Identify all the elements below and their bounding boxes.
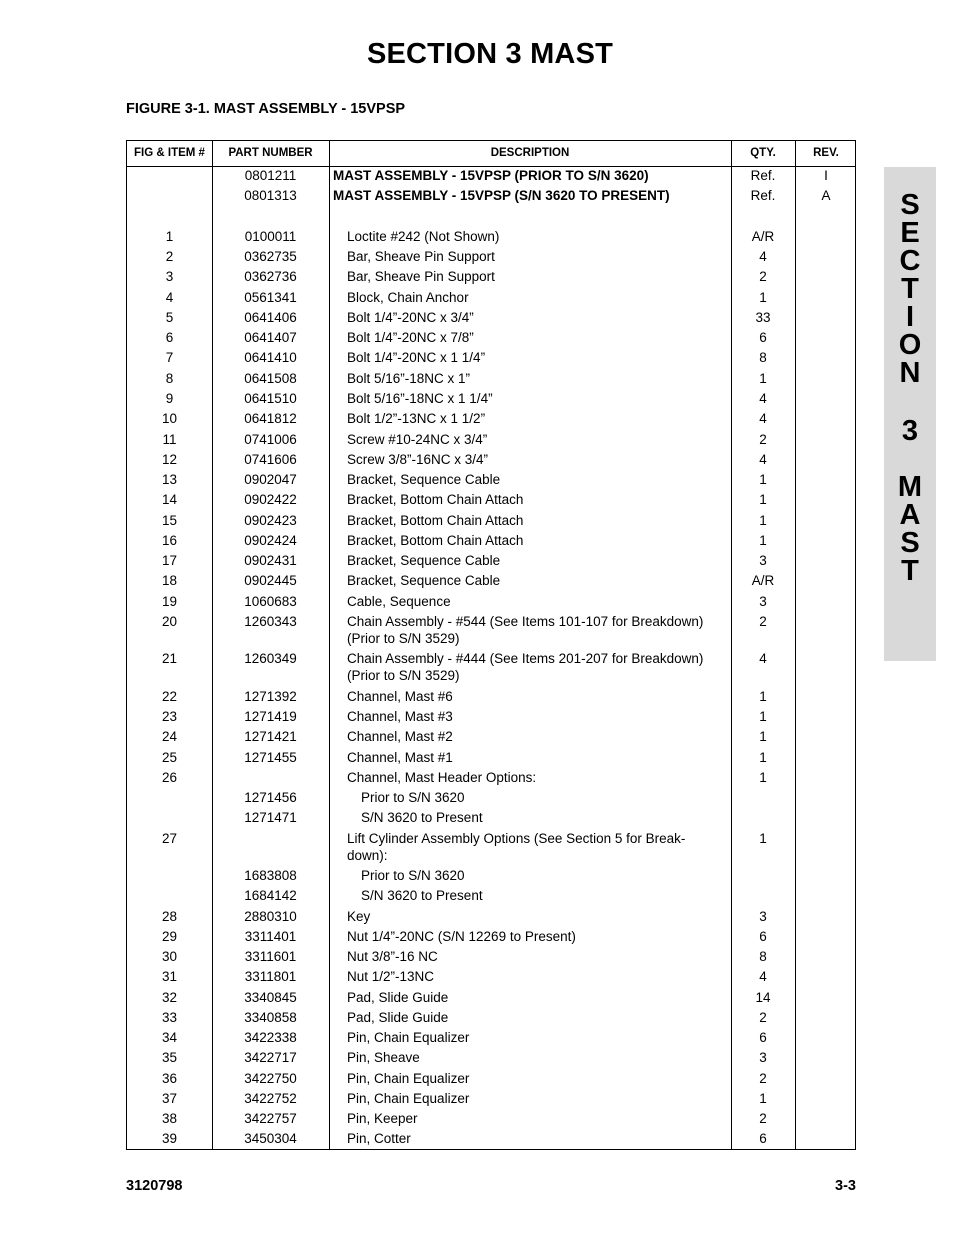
description: Block, Chain Anchor [347,290,469,305]
item-number: 21 [161,651,178,666]
quantity: 1 [759,831,767,846]
part-number: 1271455 [244,750,297,765]
item-number: 14 [161,492,178,507]
quantity: 1 [759,689,767,704]
part-number: 3340858 [244,1010,297,1025]
quantity: 1 [759,1091,767,1106]
description: Pin, Cotter [347,1131,411,1146]
item-number: 16 [161,533,178,548]
description: Pin, Chain Equalizer [347,1071,470,1086]
quantity: 4 [759,411,767,426]
side-tab-letter: M [897,471,923,503]
quantity: 33 [755,310,771,325]
item-number: 2 [165,249,174,264]
part-number: 3422752 [244,1091,297,1106]
part-number: 0902445 [244,573,297,588]
revision: I [824,168,828,183]
description: Channel, Mast #2 [347,729,453,744]
part-number: 1260349 [244,651,297,666]
quantity: 1 [759,533,767,548]
parts-table [126,140,856,1150]
description: Bolt 1/4”-20NC x 1 1/4” [347,350,486,365]
part-number: 1271456 [244,790,297,805]
part-number: 1684142 [244,888,297,903]
side-tab-letter: E [900,217,920,249]
item-number: 20 [161,614,178,629]
part-number: 0100011 [244,229,297,244]
item-number: 7 [165,350,174,365]
item-number: 17 [161,553,178,568]
quantity: 1 [759,709,767,724]
quantity: Ref. [750,168,776,183]
description: Loctite #242 (Not Shown) [347,229,500,244]
description: Channel, Mast #1 [347,750,453,765]
item-number: 29 [161,929,178,944]
part-number: 0561341 [244,290,297,305]
part-number: 1683808 [244,868,297,883]
part-number: 1271392 [244,689,297,704]
item-number: 31 [161,969,178,984]
part-number: 1271421 [244,729,297,744]
item-number: 12 [161,452,178,467]
description: Bolt 5/16”-18NC x 1” [347,371,471,386]
description: Bracket, Bottom Chain Attach [347,513,524,528]
description: Pin, Keeper [347,1111,418,1126]
item-number: 32 [161,990,178,1005]
quantity: 2 [759,614,767,629]
part-number: 0362736 [244,269,297,284]
quantity: 1 [759,371,767,386]
quantity: 6 [759,1131,767,1146]
quantity: 4 [759,651,767,666]
quantity: 3 [759,594,767,609]
quantity: 1 [759,492,767,507]
part-number: 0641812 [244,411,297,426]
description: Bar, Sheave Pin Support [347,269,495,284]
description: Channel, Mast #6 [347,689,453,704]
page-number: 3-3 [835,1178,856,1194]
description: Prior to S/N 3620 [361,868,465,883]
header-rev: REV. [813,147,839,159]
part-number: 0641407 [244,330,297,345]
header-description: DESCRIPTION [490,147,570,159]
quantity: 1 [759,729,767,744]
side-tab-letter: 3 [901,415,919,447]
description: Lift Cylinder Assembly Options (See Section 5 for Break- down): [347,831,686,863]
item-number: 22 [161,689,178,704]
description: Bracket, Bottom Chain Attach [347,533,524,548]
description: Pin, Chain Equalizer [347,1030,470,1045]
item-number: 30 [161,949,178,964]
item-number: 38 [161,1111,178,1126]
part-number: 0741606 [244,452,297,467]
part-number: 3422338 [244,1030,297,1045]
quantity: A/R [751,229,775,244]
part-number: 0902047 [244,472,297,487]
quantity: 1 [759,750,767,765]
part-number: 3311801 [244,969,297,984]
quantity: 3 [759,553,767,568]
part-number: 2880310 [244,909,297,924]
description: Channel, Mast #3 [347,709,453,724]
quantity: 3 [759,1050,767,1065]
description: Nut 3/8”-16 NC [347,949,438,964]
item-number: 34 [161,1030,178,1045]
description: S/N 3620 to Present [361,888,483,903]
description: Cable, Sequence [347,594,451,609]
part-number: 0902422 [244,492,297,507]
part-number: 1260343 [244,614,297,629]
part-number: 3422717 [244,1050,297,1065]
item-number: 4 [165,290,174,305]
item-number: 33 [161,1010,178,1025]
part-number: 3340845 [244,990,297,1005]
description: Bracket, Sequence Cable [347,573,501,588]
part-number: 0641510 [244,391,297,406]
header-qty: QTY. [750,147,776,159]
description: Bolt 1/4”-20NC x 3/4” [347,310,474,325]
part-number: 0801211 [244,168,297,183]
description: Pin, Chain Equalizer [347,1091,470,1106]
column-divider [795,141,796,1149]
part-number: 0902431 [244,553,297,568]
quantity: A/R [751,573,775,588]
revision: A [821,188,831,203]
side-tab-letter: I [905,301,915,333]
part-number: 1271471 [244,810,297,825]
description: Nut 1/2”-13NC [347,969,435,984]
description: Key [347,909,371,924]
part-number: 0362735 [244,249,297,264]
quantity: 2 [759,1010,767,1025]
quantity: 3 [759,909,767,924]
part-number: 0741006 [244,432,297,447]
header-item: FIG & ITEM # [134,147,205,159]
item-number: 19 [161,594,178,609]
quantity: 8 [759,949,767,964]
description: Chain Assembly - #444 (See Items 201-207 for Breakdown) (Prior to S/N 3529) [347,651,704,683]
description: Bar, Sheave Pin Support [347,249,495,264]
quantity: 8 [759,350,767,365]
quantity: 6 [759,1030,767,1045]
part-number: 3422750 [244,1071,297,1086]
item-number: 10 [161,411,178,426]
description: Bolt 1/4”-20NC x 7/8” [347,330,474,345]
part-number: 3311601 [244,949,297,964]
quantity: 4 [759,249,767,264]
item-number: 5 [165,310,174,325]
item-number: 3 [165,269,174,284]
part-number: 3450304 [244,1131,297,1146]
description: MAST ASSEMBLY - 15VPSP (S/N 3620 TO PRESENT) [333,188,670,203]
item-number: 37 [161,1091,178,1106]
quantity: 14 [755,990,771,1005]
quantity: 1 [759,472,767,487]
part-number: 0902424 [244,533,297,548]
side-tab-letter: S [900,527,920,559]
description: S/N 3620 to Present [361,810,483,825]
item-number: 11 [162,432,177,447]
part-number: 3311401 [244,929,297,944]
description: Channel, Mast Header Options: [347,770,537,785]
side-tab-letter: T [901,555,919,587]
description: Bracket, Sequence Cable [347,553,501,568]
side-tab-letter: S [900,189,920,221]
quantity: 1 [759,770,767,785]
section-title: SECTION 3 MAST [366,38,614,70]
section-side-tab [884,167,936,661]
quantity: Ref. [750,188,776,203]
item-number: 24 [161,729,178,744]
part-number: 0641406 [244,310,297,325]
quantity: 2 [759,432,767,447]
item-number: 27 [161,831,178,846]
description: Prior to S/N 3620 [361,790,465,805]
item-number: 35 [161,1050,178,1065]
part-number: 0902423 [244,513,297,528]
part-number: 0641508 [244,371,297,386]
item-number: 26 [161,770,178,785]
part-number: 3422757 [244,1111,297,1126]
description: Bracket, Sequence Cable [347,472,501,487]
description: Screw #10-24NC x 3/4” [347,432,488,447]
item-number: 23 [161,709,178,724]
quantity: 1 [759,513,767,528]
description: Chain Assembly - #544 (See Items 101-107 for Breakdown) (Prior to S/N 3529) [347,614,704,646]
item-number: 15 [161,513,178,528]
item-number: 13 [161,472,178,487]
item-number: 9 [165,391,174,406]
item-number: 6 [165,330,174,345]
description: MAST ASSEMBLY - 15VPSP (PRIOR TO S/N 3620) [333,168,649,183]
quantity: 4 [759,452,767,467]
quantity: 4 [759,391,767,406]
document-number: 3120798 [126,1178,183,1194]
part-number: 0801313 [244,188,297,203]
item-number: 36 [161,1071,178,1086]
item-number: 28 [161,909,178,924]
figure-title: FIGURE 3-1. MAST ASSEMBLY - 15VPSP [126,101,406,117]
quantity: 6 [759,330,767,345]
quantity: 2 [759,1071,767,1086]
side-tab-letter: N [899,357,921,389]
description: Pad, Slide Guide [347,1010,449,1025]
header-part-number: PART NUMBER [228,147,313,159]
side-tab-letter: C [899,245,921,277]
quantity: 2 [759,1111,767,1126]
part-number: 0641410 [244,350,297,365]
part-number: 1060683 [244,594,297,609]
quantity: 4 [759,969,767,984]
item-number: 8 [165,371,174,386]
description: Screw 3/8”-16NC x 3/4” [347,452,489,467]
description: Bolt 1/2”-13NC x 1 1/2” [347,411,486,426]
quantity: 2 [759,269,767,284]
part-number: 1271419 [244,709,297,724]
item-number: 1 [165,229,174,244]
description: Pad, Slide Guide [347,990,449,1005]
item-number: 25 [161,750,178,765]
quantity: 6 [759,929,767,944]
item-number: 18 [161,573,178,588]
quantity: 1 [759,290,767,305]
item-number: 39 [161,1131,178,1146]
side-tab-letter: T [901,273,919,305]
description: Nut 1/4”-20NC (S/N 12269 to Present) [347,929,576,944]
description: Pin, Sheave [347,1050,420,1065]
description: Bolt 5/16”-18NC x 1 1/4” [347,391,493,406]
side-tab-letter: A [899,499,921,531]
description: Bracket, Bottom Chain Attach [347,492,524,507]
column-divider [329,141,330,1149]
side-tab-letter: O [898,329,922,361]
